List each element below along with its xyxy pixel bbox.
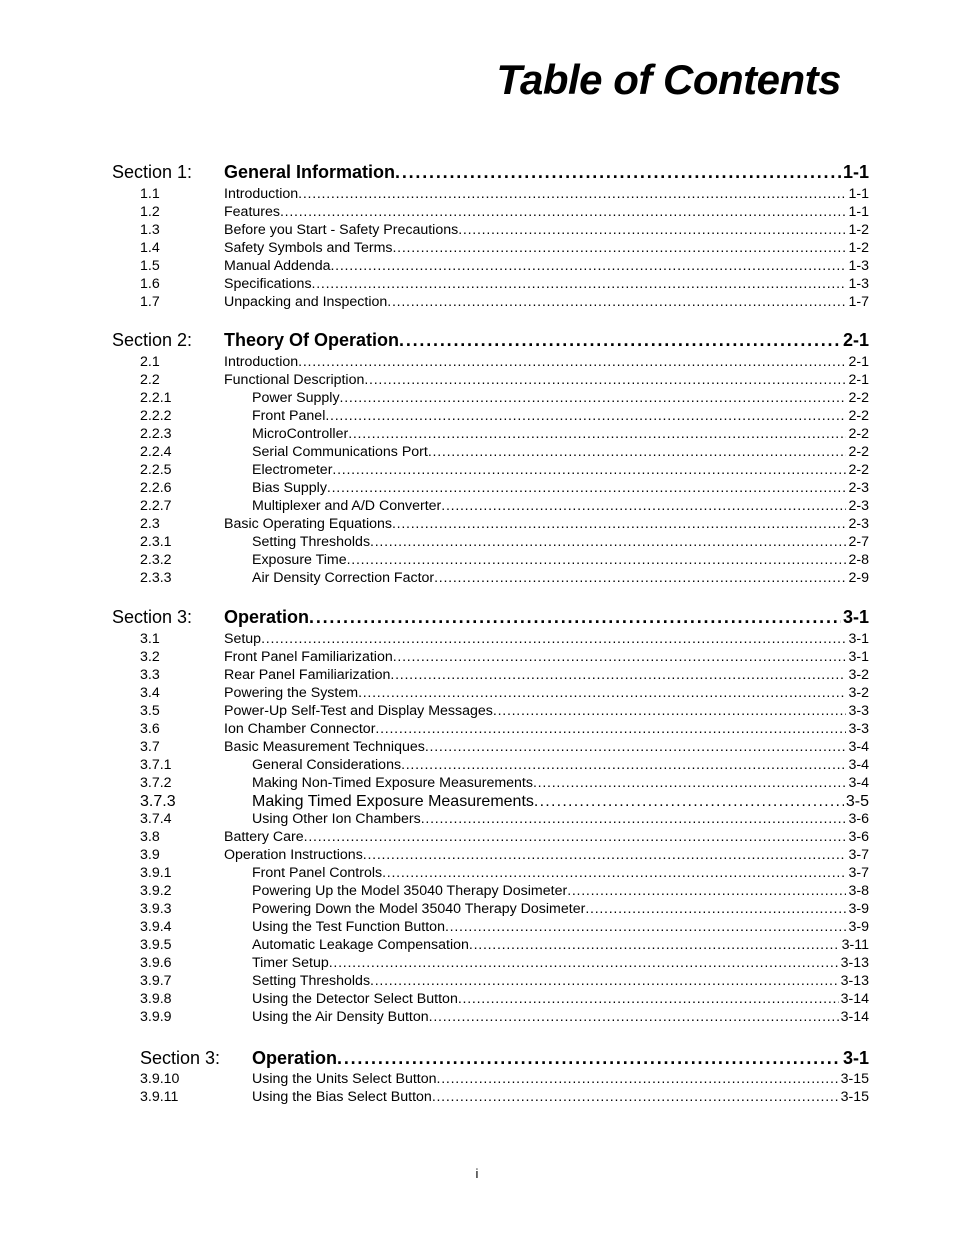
entry-page: 1-2 (848, 240, 869, 256)
entry-number: 1.2 (140, 204, 160, 220)
entry-title-wrap (224, 667, 390, 683)
entry-number: 3.9.8 (140, 991, 172, 1007)
entry-page: 3-6 (848, 811, 869, 827)
entry-title: Features (224, 204, 280, 220)
dot-leader (432, 1089, 839, 1105)
toc-entry[interactable] (140, 919, 869, 937)
entry-title-wrap (224, 480, 327, 496)
entry-number: 3.9.2 (140, 883, 172, 899)
dot-leader (458, 991, 839, 1007)
section-page: 3-1 (842, 607, 869, 627)
entry-page: 1-1 (848, 186, 869, 202)
entry-page: 2-3 (848, 480, 869, 496)
toc-entry[interactable] (140, 811, 869, 829)
entry-page: 2-2 (848, 426, 869, 442)
entry-number: 1.3 (140, 222, 160, 238)
entry-title-wrap (224, 847, 363, 863)
toc-entry[interactable] (140, 186, 869, 204)
entry-title: Functional Description (224, 372, 365, 388)
dot-leader (309, 607, 841, 628)
dot-leader (329, 955, 839, 971)
entry-title-wrap (224, 462, 332, 478)
toc-entry[interactable] (140, 444, 869, 462)
dot-leader (382, 865, 846, 881)
toc-entry[interactable] (140, 739, 869, 757)
entry-number: 3.7 (140, 739, 160, 755)
toc-entry[interactable] (140, 462, 869, 480)
entry-page: 3-2 (848, 685, 869, 701)
entry-page: 3-13 (840, 955, 869, 971)
dot-leader (441, 498, 846, 514)
toc-entry[interactable] (140, 498, 869, 516)
dot-leader (445, 919, 847, 935)
section-title: Operation (224, 607, 310, 627)
entry-title: Making Non-Timed Exposure Measurements (252, 775, 533, 791)
dot-leader (429, 1009, 839, 1025)
dot-leader (331, 258, 847, 274)
entry-title-wrap (224, 534, 370, 550)
dot-leader (304, 829, 847, 845)
entry-title-wrap (224, 408, 325, 424)
entry-title: Using the Bias Select Button (252, 1089, 432, 1105)
dot-leader (348, 426, 846, 442)
entry-title-wrap (224, 829, 304, 845)
entry-title-wrap (224, 865, 382, 881)
entry-page: 3-11 (841, 937, 869, 953)
section-heading[interactable] (112, 162, 869, 186)
section-label: Section 3: (140, 1048, 221, 1068)
toc-entry[interactable] (140, 294, 869, 312)
entry-title: Manual Addenda (224, 258, 331, 274)
entry-title-wrap (224, 222, 458, 238)
toc-entry[interactable] (140, 937, 869, 955)
toc-entry[interactable] (140, 534, 869, 552)
entry-number: 3.9.5 (140, 937, 172, 953)
entry-title: Front Panel (252, 408, 326, 424)
entry-title: Bias Supply (252, 480, 327, 496)
dot-leader (280, 204, 846, 220)
dot-leader (298, 186, 846, 202)
dot-leader (399, 330, 841, 351)
entry-title-wrap (224, 516, 392, 532)
section-title: General Information (224, 162, 396, 182)
entry-page: 2-2 (848, 390, 869, 406)
dot-leader (312, 276, 847, 292)
entry-number: 2.2.6 (140, 480, 172, 496)
entry-title: Unpacking and Inspection (224, 294, 388, 310)
entry-title-wrap (224, 552, 347, 568)
section-label: Section 1: (112, 162, 193, 182)
entry-number: 3.7.3 (140, 793, 176, 810)
entry-title: Exposure Time (252, 552, 347, 568)
entry-number: 1.5 (140, 258, 160, 274)
entry-number: 2.2.1 (140, 390, 172, 406)
entry-title: General Considerations (252, 757, 402, 773)
toc-entry[interactable] (140, 955, 869, 973)
entry-page: 2-3 (848, 516, 869, 532)
entry-page: 3-13 (840, 973, 869, 989)
entry-number: 1.6 (140, 276, 160, 292)
entry-title: Using Other Ion Chambers (252, 811, 421, 827)
entry-number: 2.3.3 (140, 570, 172, 586)
entry-title: Serial Communications Port (252, 444, 428, 460)
entry-title: Basic Measurement Techniques (224, 739, 425, 755)
entry-page: 3-4 (848, 757, 869, 773)
entry-title-wrap (224, 685, 358, 701)
entry-title: Power-Up Self-Test and Display Messages (224, 703, 493, 719)
entry-number: 2.2.2 (140, 408, 172, 424)
entry-page: 2-9 (848, 570, 869, 586)
dot-leader (387, 294, 846, 310)
entry-page: 1-7 (848, 294, 869, 310)
entry-page: 3-7 (848, 847, 869, 863)
entry-page: 2-1 (848, 372, 869, 388)
toc-entry[interactable] (140, 240, 869, 258)
entry-title: Ion Chamber Connector (224, 721, 376, 737)
toc-entry[interactable] (140, 390, 869, 408)
entry-title: Power Supply (252, 390, 340, 406)
dot-leader (534, 793, 844, 811)
entry-page: 3-14 (840, 991, 869, 1007)
dot-leader (421, 811, 847, 827)
entry-page: 3-1 (848, 649, 869, 665)
entry-number: 3.9.10 (140, 1071, 180, 1087)
entry-page: 2-1 (848, 354, 869, 370)
entry-page: 1-3 (848, 258, 869, 274)
entry-page: 3-3 (848, 703, 869, 719)
entry-number: 3.9.9 (140, 1009, 172, 1025)
entry-title-wrap (224, 919, 445, 935)
toc-entry[interactable] (140, 667, 869, 685)
entry-title-wrap (224, 570, 434, 586)
dot-leader (364, 372, 846, 388)
dot-leader (370, 534, 846, 550)
section-heading[interactable] (112, 607, 869, 631)
entry-number: 2.3.2 (140, 552, 172, 568)
page-number: i (475, 1166, 479, 1181)
dot-leader (375, 721, 846, 737)
entry-number: 3.9 (140, 847, 160, 863)
entry-title: Setting Thresholds (252, 534, 371, 550)
entry-page: 3-7 (848, 865, 869, 881)
entry-title: Rear Panel Familiarization (224, 667, 391, 683)
entry-title-wrap (224, 354, 298, 370)
entry-page: 3-2 (848, 667, 869, 683)
entry-number: 2.2.4 (140, 444, 172, 460)
entry-page: 3-3 (848, 721, 869, 737)
toc-entry[interactable] (140, 426, 869, 444)
entry-number: 3.9.4 (140, 919, 172, 935)
entry-number: 1.4 (140, 240, 160, 256)
toc-entry[interactable] (140, 685, 869, 703)
entry-number: 3.5 (140, 703, 160, 719)
dot-leader (392, 240, 846, 256)
entry-title: Battery Care (224, 829, 304, 845)
dot-leader (363, 847, 847, 863)
entry-title: Basic Operating Equations (224, 516, 392, 532)
entry-title: Front Panel Familiarization (224, 649, 393, 665)
entry-page: 3-1 (848, 631, 869, 647)
entry-title: Making Timed Exposure Measurements (252, 793, 534, 810)
entry-title-wrap (224, 426, 348, 442)
toc-entry[interactable] (140, 258, 869, 276)
dot-leader (390, 667, 846, 683)
entry-title: Front Panel Controls (252, 865, 383, 881)
dot-leader (493, 703, 847, 719)
dot-leader (327, 480, 847, 496)
entry-title-wrap (224, 390, 340, 406)
toc-entry[interactable] (140, 408, 869, 426)
entry-title-wrap (224, 955, 329, 971)
entry-page: 3-5 (845, 793, 869, 810)
toc-entry[interactable] (140, 222, 869, 240)
dot-leader (332, 462, 846, 478)
entry-number: 3.1 (140, 631, 160, 647)
entry-number: 3.8 (140, 829, 160, 845)
entry-title: Introduction (224, 354, 299, 370)
entry-number: 2.2.5 (140, 462, 172, 478)
entry-page: 3-15 (840, 1071, 869, 1087)
section-label: Section 3: (112, 607, 193, 627)
toc-entry[interactable] (140, 991, 869, 1009)
entry-number: 3.9.7 (140, 973, 172, 989)
toc-entry[interactable] (140, 757, 869, 775)
entry-title-wrap (224, 721, 375, 737)
entry-page: 3-4 (848, 775, 869, 791)
entry-number: 3.9.1 (140, 865, 172, 881)
toc-entry[interactable] (140, 649, 869, 667)
section-title: Operation (252, 1048, 338, 1068)
dot-leader (337, 1048, 841, 1069)
entry-title-wrap (224, 240, 392, 256)
entry-title-wrap (224, 498, 441, 514)
entry-title-wrap (224, 1089, 432, 1105)
dot-leader (434, 570, 846, 586)
entry-number: 2.2.7 (140, 498, 172, 514)
entry-page: 2-8 (848, 552, 869, 568)
entry-title-wrap (224, 258, 331, 274)
entry-title: Electrometer (252, 462, 333, 478)
toc-entry[interactable] (140, 721, 869, 739)
toc-entry[interactable] (140, 775, 869, 793)
toc-entry[interactable] (140, 204, 869, 222)
toc-entry[interactable] (140, 516, 869, 534)
entry-title: Safety Symbols and Terms (224, 240, 393, 256)
entry-page: 1-1 (848, 204, 869, 220)
dot-leader (392, 516, 846, 532)
entry-title-wrap (224, 1009, 429, 1025)
entry-page: 3-6 (848, 829, 869, 845)
entry-page: 3-9 (848, 919, 869, 935)
dot-leader (585, 901, 846, 917)
toc-entry[interactable] (140, 631, 869, 649)
entry-title: Timer Setup (252, 955, 329, 971)
entry-title: Powering the System (224, 685, 359, 701)
dot-leader (469, 937, 840, 953)
entry-title: Automatic Leakage Compensation (252, 937, 469, 953)
entry-number: 2.1 (140, 354, 160, 370)
section-page: 3-1 (842, 1048, 869, 1068)
entry-title-wrap (224, 186, 298, 202)
dot-leader (425, 739, 847, 755)
entry-number: 3.7.1 (140, 757, 172, 773)
toc-entry[interactable] (140, 1089, 869, 1107)
entry-title-wrap (224, 631, 261, 647)
dot-leader (437, 1071, 839, 1087)
entry-number: 2.2.3 (140, 426, 172, 442)
entry-page: 2-7 (848, 534, 869, 550)
entry-title: Before you Start - Safety Precautions (224, 222, 459, 238)
entry-title-wrap (224, 204, 280, 220)
entry-number: 3.7.2 (140, 775, 172, 791)
entry-title-wrap (224, 775, 533, 791)
toc-entry[interactable] (140, 847, 869, 865)
toc-entry[interactable] (140, 276, 869, 294)
entry-page: 3-15 (840, 1089, 869, 1105)
dot-leader (370, 973, 839, 989)
entry-title-wrap (224, 739, 425, 755)
entry-title: Using the Units Select Button (252, 1071, 437, 1087)
entry-number: 3.4 (140, 685, 160, 701)
entry-title-wrap (224, 1071, 437, 1087)
toc-entry[interactable] (140, 354, 869, 372)
section-label: Section 2: (112, 330, 193, 350)
dot-leader (533, 775, 847, 791)
entry-title: MicroController (252, 426, 349, 442)
entry-title: Operation Instructions (224, 847, 363, 863)
dot-leader (340, 390, 847, 406)
entry-page: 3-14 (840, 1009, 869, 1025)
toc-entry[interactable] (140, 1009, 869, 1027)
entry-title-wrap (224, 372, 364, 388)
dot-leader (358, 685, 846, 701)
section-page: 2-1 (842, 330, 869, 350)
toc-entry[interactable] (140, 865, 869, 883)
section-heading[interactable] (140, 1048, 869, 1072)
entry-page: 1-3 (848, 276, 869, 292)
entry-number: 3.9.11 (140, 1089, 179, 1105)
entry-title: Using the Detector Select Button (252, 991, 458, 1007)
entry-number: 3.9.3 (140, 901, 172, 917)
entry-title: Setting Thresholds (252, 973, 371, 989)
entry-title-wrap (224, 757, 401, 773)
entry-page: 3-8 (848, 883, 869, 899)
entry-title-wrap (224, 991, 458, 1007)
toc-entry[interactable] (140, 552, 869, 570)
entry-title: Setup (224, 631, 262, 647)
entry-title: Using the Test Function Button (252, 919, 445, 935)
dot-leader (458, 222, 846, 238)
dot-leader (401, 757, 846, 773)
entry-number: 2.3.1 (140, 534, 172, 550)
entry-number: 3.7.4 (140, 811, 172, 827)
dot-leader (325, 408, 846, 424)
entry-title: Using the Air Density Button (252, 1009, 429, 1025)
toc-entry[interactable] (140, 829, 869, 847)
dot-leader (298, 354, 846, 370)
entry-page: 2-2 (848, 408, 869, 424)
entry-page: 2-2 (848, 462, 869, 478)
entry-title: Specifications (224, 276, 312, 292)
dot-leader (567, 883, 846, 899)
section-page: 1-1 (842, 162, 869, 182)
entry-number: 1.7 (140, 294, 160, 310)
entry-number: 3.6 (140, 721, 160, 737)
toc-entry[interactable] (140, 372, 869, 390)
entry-page: 2-3 (848, 498, 869, 514)
entry-number: 3.2 (140, 649, 160, 665)
dot-leader (393, 649, 847, 665)
document-title: Table of Contents (496, 56, 841, 103)
entry-page: 2-2 (848, 444, 869, 460)
entry-title-wrap (224, 649, 393, 665)
entry-title-wrap (224, 901, 585, 917)
entry-title-wrap (224, 793, 534, 811)
entry-number: 2.3 (140, 516, 160, 532)
entry-title: Introduction (224, 186, 299, 202)
entry-number: 3.3 (140, 667, 160, 683)
entry-title-wrap (224, 883, 567, 899)
toc-entry[interactable] (140, 570, 869, 588)
entry-title-wrap (224, 973, 370, 989)
toc-entry[interactable] (140, 1071, 869, 1089)
section-title: Theory Of Operation (224, 330, 400, 350)
entry-page: 3-9 (848, 901, 869, 917)
entry-title-wrap (224, 276, 312, 292)
entry-page: 1-2 (848, 222, 869, 238)
entry-title-wrap (224, 294, 387, 310)
toc-entry[interactable] (140, 793, 869, 811)
toc-entry[interactable] (140, 901, 869, 919)
toc-entry[interactable] (140, 883, 869, 901)
entry-title: Powering Down the Model 35040 Therapy Dosimeter (252, 901, 586, 917)
entry-title: Powering Up the Model 35040 Therapy Dosimeter (252, 883, 568, 899)
entry-title-wrap (224, 703, 493, 719)
entry-title: Multiplexer and A/D Converter (252, 498, 442, 514)
toc-entry[interactable] (140, 703, 869, 721)
entry-page: 3-4 (848, 739, 869, 755)
entry-title-wrap (224, 811, 421, 827)
section-heading[interactable] (112, 330, 869, 354)
toc-entry[interactable] (140, 973, 869, 991)
entry-number: 1.1 (140, 186, 160, 202)
entry-title-wrap (224, 444, 428, 460)
entry-number: 2.2 (140, 372, 160, 388)
dot-leader (347, 552, 847, 568)
entry-title: Air Density Correction Factor (252, 570, 435, 586)
dot-leader (261, 631, 846, 647)
entry-title-wrap (224, 937, 469, 953)
dot-leader (428, 444, 847, 460)
entry-number: 3.9.6 (140, 955, 172, 971)
toc-entry[interactable] (140, 480, 869, 498)
dot-leader (395, 162, 841, 183)
